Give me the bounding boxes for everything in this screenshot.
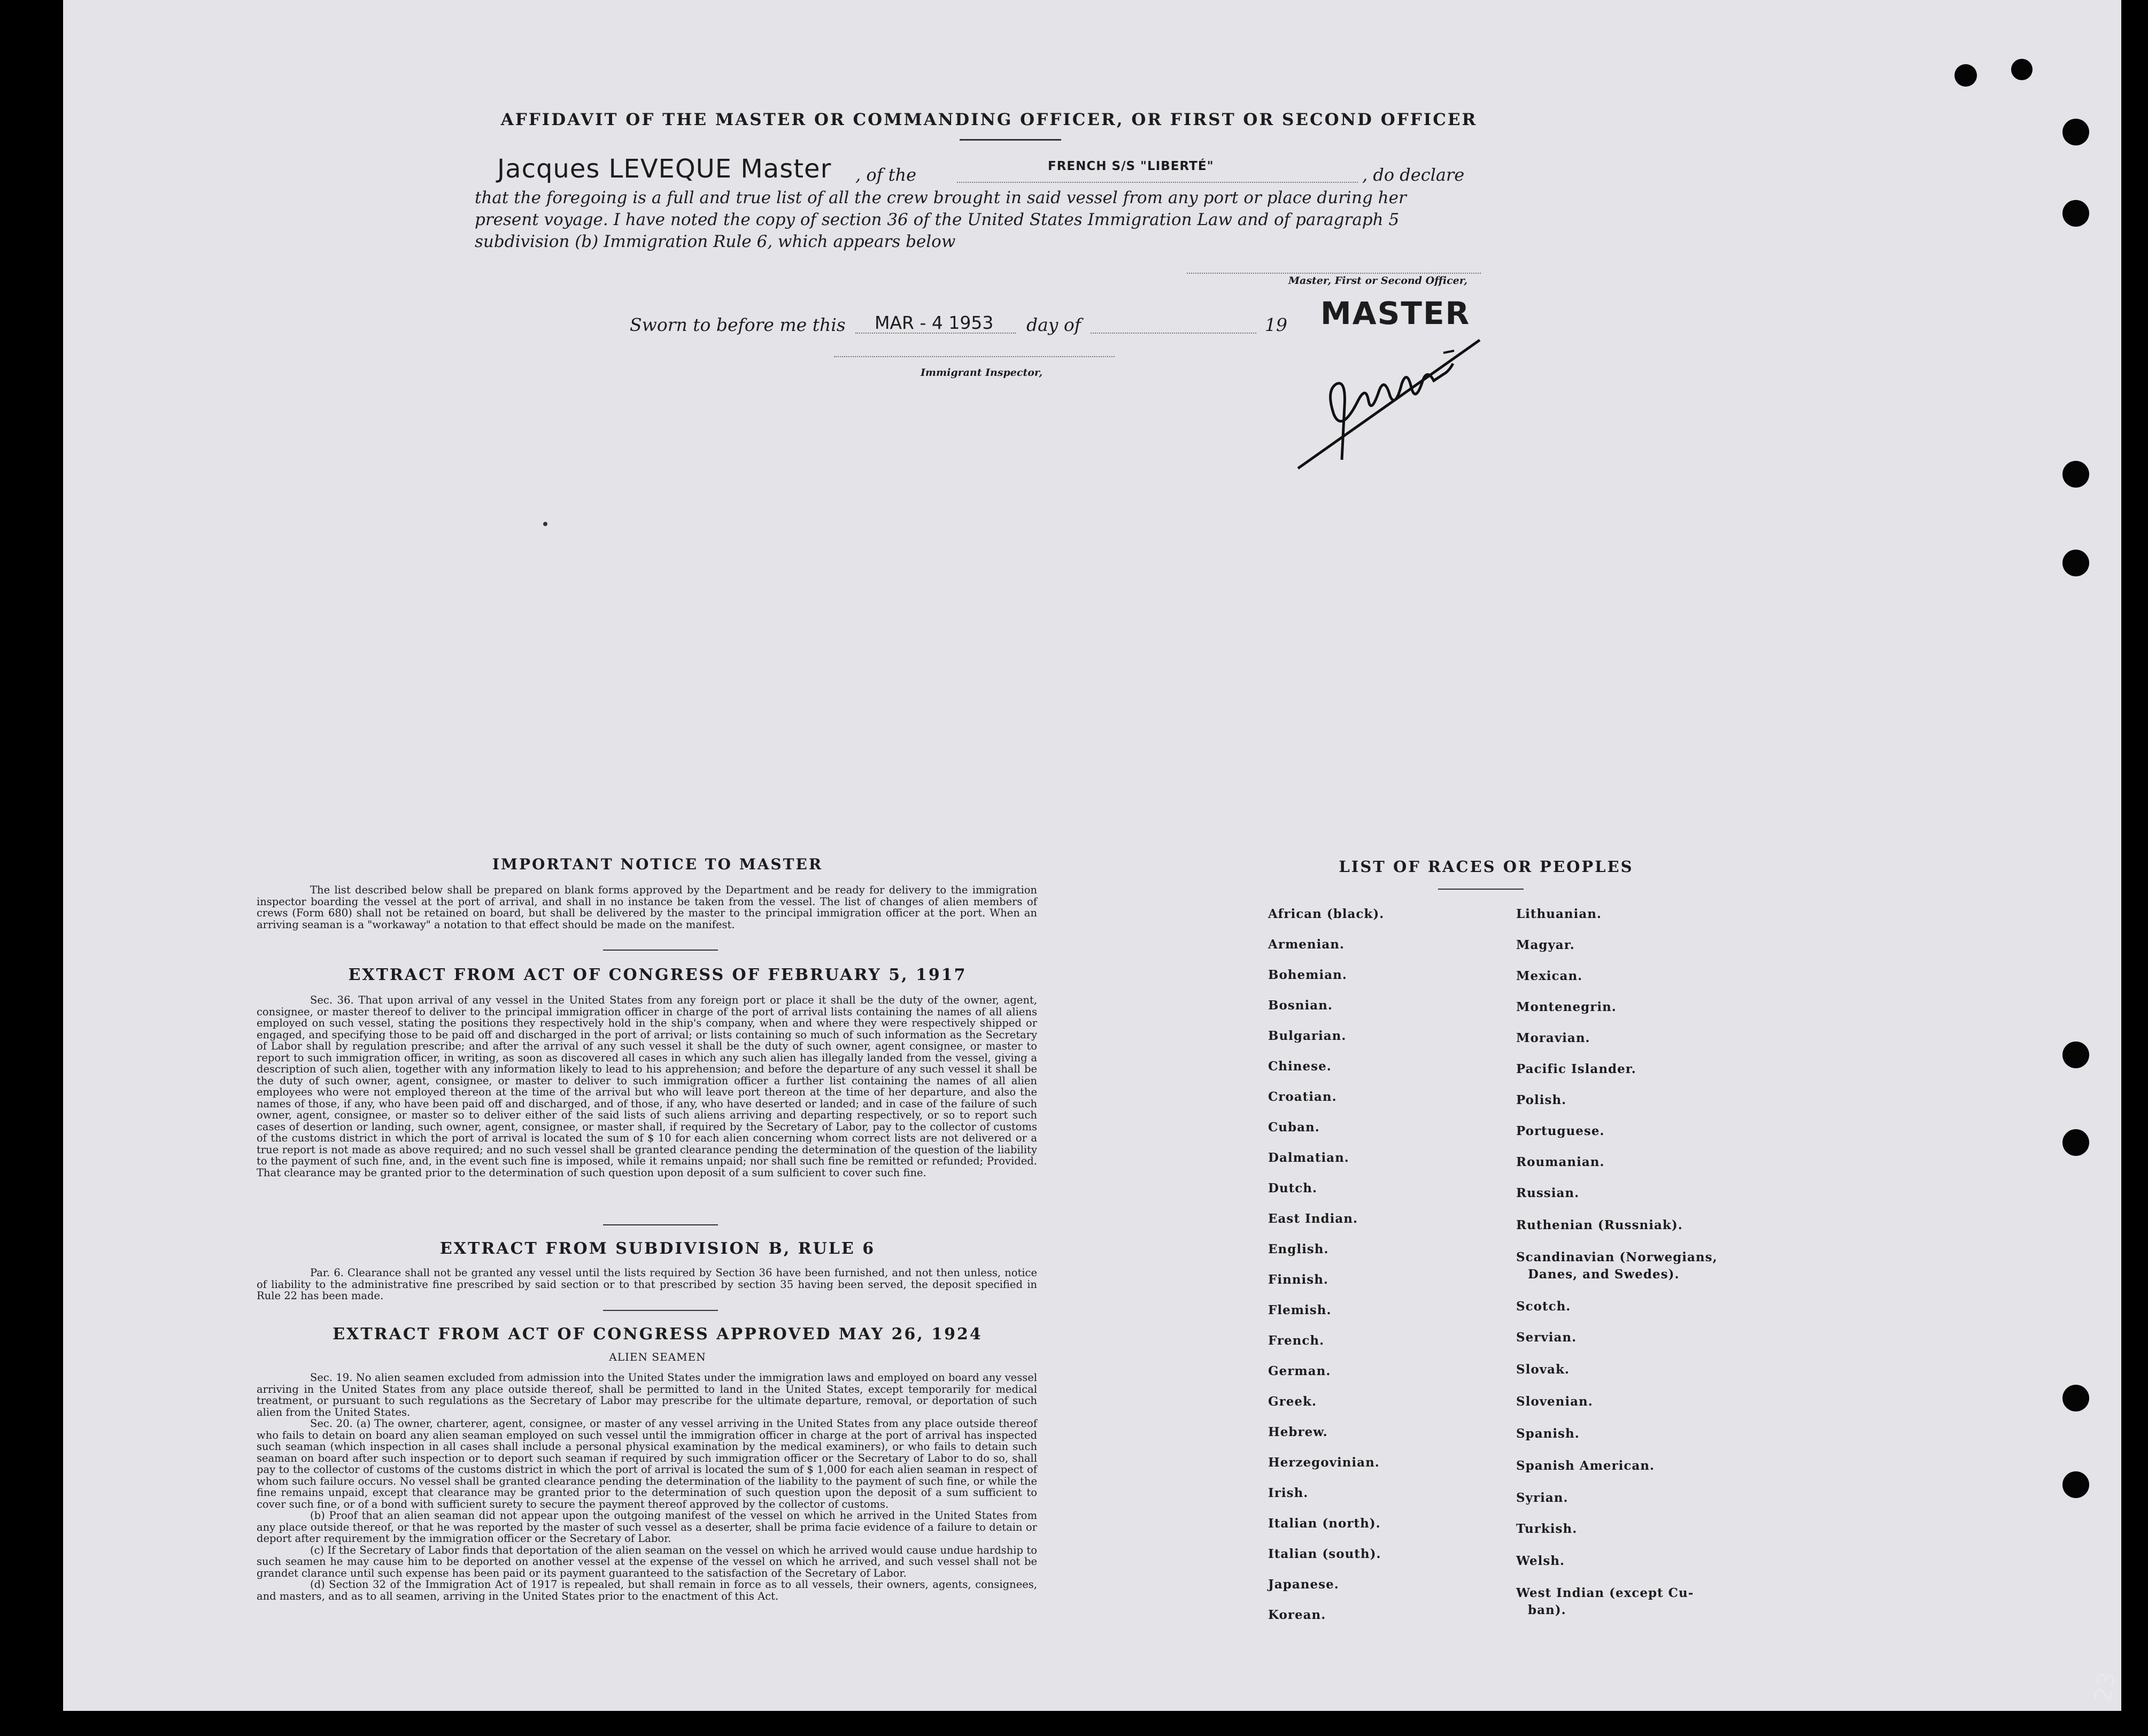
race-item: Danes, and Swedes). <box>1528 1267 1680 1282</box>
race-item: Cuban. <box>1268 1120 1320 1135</box>
race-item: East Indian. <box>1268 1212 1358 1226</box>
race-item: Croatian. <box>1268 1090 1337 1104</box>
extract-rule6-text <box>257 1267 1037 1302</box>
affidavit-line-3: subdivision (b) Immigration Rule 6, which appears below <box>475 232 956 251</box>
race-item: Scotch. <box>1516 1299 1571 1314</box>
signature-line <box>1187 273 1481 274</box>
race-item: Bulgarian. <box>1268 1029 1347 1043</box>
punch-hole <box>2062 550 2089 576</box>
race-item: Hebrew. <box>1268 1425 1328 1439</box>
race-item: Polish. <box>1516 1093 1567 1107</box>
of-label: , of the <box>855 165 917 185</box>
punch-hole <box>2062 461 2089 488</box>
race-item: Greek. <box>1268 1394 1317 1409</box>
race-item: Korean. <box>1268 1608 1326 1622</box>
affidavit-title: AFFIDAVIT OF THE MASTER OR COMMANDING OFFICER, OR FIRST OR SECOND OFFICER <box>500 110 1478 129</box>
extract-1917-text <box>257 994 1037 1178</box>
race-item: Bohemian. <box>1268 968 1347 982</box>
race-item: Servian. <box>1516 1330 1577 1345</box>
race-item: Russian. <box>1516 1186 1580 1200</box>
day-of-label: day of <box>1026 314 1081 335</box>
master-name: Jacques LEVEQUE Master <box>497 154 832 184</box>
sec-20c-paragraph: (c) If the Secretary of Labor finds that deportation of the alien seaman on the vessel on which he arrived would cause undue hardship to such seamen he may cause him to be deported on another vessel at the expense of the vessel on which he arrived, and such vessel shall not be grandet clarance until such expense has been paid or its payment guaranteed to the satisfaction of the Secretary of Labor. <box>257 1544 1037 1579</box>
notice-title: IMPORTANT NOTICE TO MASTER <box>492 855 823 873</box>
race-item: African (black). <box>1268 907 1385 921</box>
divider <box>603 950 718 951</box>
race-item: Bosnian. <box>1268 998 1333 1013</box>
extract-1917-paragraph: Sec. 36. That upon arrival of any vessel in the United States from any foreign port or place it shall be the duty of the owner, agent, consignee, or master thereof to deliver to the principal immigration officer in charge of the port of arrival lists containing the names of all aliens employed on such vessel, stating the positions they respectively hold in the ship's company, when and where they were respectively shipped or engaged, and specifying those to be paid off and discharged in the port of arrival; or lists containing so much of such information as the Secretary of Labor shall by regulation prescribe; and after the arrival of any such vessel it shall be the duty of such owner, agent consignee, or master to report to such immigration officer, in writing, as soon as discovered all cases in which any such alien has illegally landed from the vessel, giving a description of such alien, together with any information likely to lead to his apprehension; and before the departure of any such vessel it shall be the duty of such owner, agent, consignee, or master to deliver to such immigration officer a further list containing the names of all alien employees who were not employed thereon at the time of the arrival but who will leave port thereon at the time of her departure, and also the names of those, if any, who have been paid off and discharged, and of those, if any, who have deserted or landed; and in case of the failure of such owner, agent, consignee, or master so to deliver either of the said lists of such aliens arriving and departing respectively, or so to report such cases of desertion or landing, such owner, agent, consignee, or master shall, if required by the Secretary of Labor, pay to the collector of customs of the customs district in which the port of arrival is located the sum of $ 10 for each alien concerning whom correct lists are not delivered or a true report is not made as above required; and no such vessel shall be granted clearance pending the determination of the question of the liability to the payment of such fine, and, in the event such fine is imposed, while it remains unpaid; nor shall such fine be remitted or refunded; Provided. That clearance may be granted prior to the determination of such question upon deposit of a sum sulficient to cover such fine. <box>257 994 1037 1179</box>
race-item: Pacific Islander. <box>1516 1062 1636 1076</box>
vessel-line <box>957 182 1358 183</box>
race-item: Herzegovinian. <box>1268 1455 1380 1470</box>
race-item: Spanish American. <box>1516 1459 1655 1473</box>
race-item: Slovak. <box>1516 1362 1570 1377</box>
sworn-date-stamp: MAR - 4 1953 <box>875 312 994 333</box>
extract-1924-subtitle: ALIEN SEAMEN <box>609 1351 706 1363</box>
affidavit-line-2: present voyage. I have noted the copy of section 36 of the United States Immigration Law and of paragraph 5 <box>475 210 1400 229</box>
inspector-line <box>834 356 1115 357</box>
year-prefix: 19 <box>1265 314 1287 335</box>
race-item: Finnish. <box>1268 1272 1328 1287</box>
master-stamp: MASTER <box>1320 295 1471 331</box>
do-declare-label: , do declare <box>1362 165 1465 185</box>
race-item: Syrian. <box>1516 1491 1568 1505</box>
race-item: Slovenian. <box>1516 1394 1593 1409</box>
race-item: ban). <box>1528 1603 1566 1617</box>
sec-20d-paragraph: (d) Section 32 of the Immigration Act of 1917 is repealed, but shall remain in force as to all vessels, their owners, agents, consignees, and masters, and as to all seamen, arriving in the United States prior to the enactment of this Act. <box>257 1578 1037 1602</box>
affidavit-line-1: that the foregoing is a full and true list of all the crew brought in said vessel from any port or place during her <box>475 188 1407 207</box>
sec-20b-paragraph: (b) Proof that an alien seaman did not appear upon the outgoing manifest of the vessel on which he arrived in the United States from any place outside thereof, or that he was reported by the master of such vessel as a deserter, shall be prima facie evidence of a failure to detain or deport after requirement by the immigration officer or the Secretary of Labor. <box>257 1509 1037 1545</box>
sworn-label: Sworn to before me this <box>630 314 846 335</box>
punch-hole <box>2062 1041 2089 1068</box>
race-item: Roumanian. <box>1516 1155 1605 1169</box>
race-item: Portuguese. <box>1516 1124 1605 1138</box>
punch-hole <box>2062 1385 2089 1411</box>
race-item: French. <box>1268 1333 1325 1348</box>
race-item: Irish. <box>1268 1486 1309 1500</box>
punch-hole <box>2062 119 2089 145</box>
ink-speck <box>543 522 547 526</box>
master-signature <box>1283 321 1497 481</box>
punch-hole <box>2062 200 2089 227</box>
race-item: Turkish. <box>1516 1522 1578 1536</box>
extract-1924-text <box>257 1372 1037 1602</box>
race-item: Dalmatian. <box>1268 1151 1349 1165</box>
race-item: Chinese. <box>1268 1059 1332 1074</box>
punch-hole <box>1954 64 1977 87</box>
vessel-name: FRENCH S/S "LIBERTÉ" <box>1048 159 1214 173</box>
race-item: Ruthenian (Russniak). <box>1516 1218 1683 1232</box>
month-line <box>1091 333 1256 334</box>
sworn-date-line <box>855 333 1016 334</box>
race-item: West Indian (except Cu- <box>1516 1586 1694 1600</box>
race-item: Flemish. <box>1268 1303 1332 1317</box>
sec-20a-paragraph: Sec. 20. (a) The owner, charterer, agent, consignee, or master of any vessel arriving in the United States from any place outside thereof who fails to detain on board any alien seaman employed on such vessel until the immigration officer in charge at the port of arrival has inspected such seaman (which inspection in all cases shall include a personal physical examination by the medical examiners), or who fails to detain such seaman on board after such inspection or to deport such seaman if required by such immigration officer or the Secretary of Labor to do so, shall pay to the collector of customs of the customs district in which the port of arrival is located the sum of $ 1,000 for each alien seaman in respect of whom such failure occurs. No vessel shall be granted clearance pending the determination of the liability to the payment of such fine, or while the fine remains unpaid, except that clearance may be granted prior to the determination of such question upon the deposit of a sum sufficient to cover such fine, or of a bond with sufficient surety to secure the payment thereof approved by the collector of customs. <box>257 1417 1037 1510</box>
divider <box>1438 889 1524 890</box>
extract-rule6-title: EXTRACT FROM SUBDIVISION B, RULE 6 <box>439 1239 876 1258</box>
sec-19-paragraph: Sec. 19. No alien seamen excluded from admission into the United States under the immigration laws and employed on board any vessel arriving in the United States from any place outside thereof, shall be permitted to land in the United States, except temporarily for medical treatment, or pursuant to such regulations as the Secretary of Labor may prescribe for the ultimate departure, removal, or deportation of such alien from the United States. <box>257 1371 1037 1418</box>
race-item: Scandinavian (Norwegians, <box>1516 1250 1718 1264</box>
race-item: Armenian. <box>1268 937 1345 952</box>
notice-paragraph: The list described below shall be prepared on blank forms approved by the Department and be ready for delivery to the immigration inspector boarding the vessel at the port of arrival, and shall in no instance be taken from the vessel. The list of changes of alien members of crews (Form 680) shall not be retained on board, but shall be delivered by the master to the principal immigration officer at the port. When an arriving seaman is a "workaway" a notation to that effect should be made on the manifest. <box>257 884 1037 931</box>
race-item: Spanish. <box>1516 1426 1580 1441</box>
race-item: Italian (south). <box>1268 1547 1381 1561</box>
race-item: Mexican. <box>1516 969 1583 983</box>
race-item: Magyar. <box>1516 938 1575 952</box>
divider <box>603 1224 718 1225</box>
races-title: LIST OF RACES OR PEOPLES <box>1339 858 1634 876</box>
punch-hole <box>2011 59 2033 80</box>
divider <box>960 139 1061 141</box>
race-item: Japanese. <box>1268 1577 1339 1592</box>
race-item: Welsh. <box>1516 1554 1565 1568</box>
notice-text <box>257 884 1037 930</box>
race-item: English. <box>1268 1242 1329 1256</box>
race-item: Dutch. <box>1268 1181 1318 1195</box>
extract-rule6-paragraph: Par. 6. Clearance shall not be granted any vessel until the lists required by Section 36 have been furnished, and not then unless, notice of liability to the administrative fine prescribed by said section or to that prescribed by section 35 having been served, the deposit specified in Rule 22 has been made. <box>257 1267 1037 1302</box>
inspector-label: Immigrant Inspector, <box>921 367 1043 379</box>
page-mark: 23 <box>2089 1670 2121 1704</box>
punch-hole <box>2062 1129 2089 1156</box>
race-item: German. <box>1268 1364 1331 1378</box>
race-item: Lithuanian. <box>1516 907 1602 921</box>
punch-hole <box>2062 1471 2089 1498</box>
extract-1924-title: EXTRACT FROM ACT OF CONGRESS APPROVED MAY 26, 1924 <box>333 1325 983 1344</box>
race-item: Italian (north). <box>1268 1516 1381 1531</box>
race-item: Montenegrin. <box>1516 1000 1617 1014</box>
extract-1917-title: EXTRACT FROM ACT OF CONGRESS OF FEBRUARY 5, 1917 <box>348 966 967 984</box>
master-officer-label: Master, First or Second Officer, <box>1288 275 1468 287</box>
divider <box>603 1310 718 1311</box>
race-item: Moravian. <box>1516 1031 1590 1045</box>
